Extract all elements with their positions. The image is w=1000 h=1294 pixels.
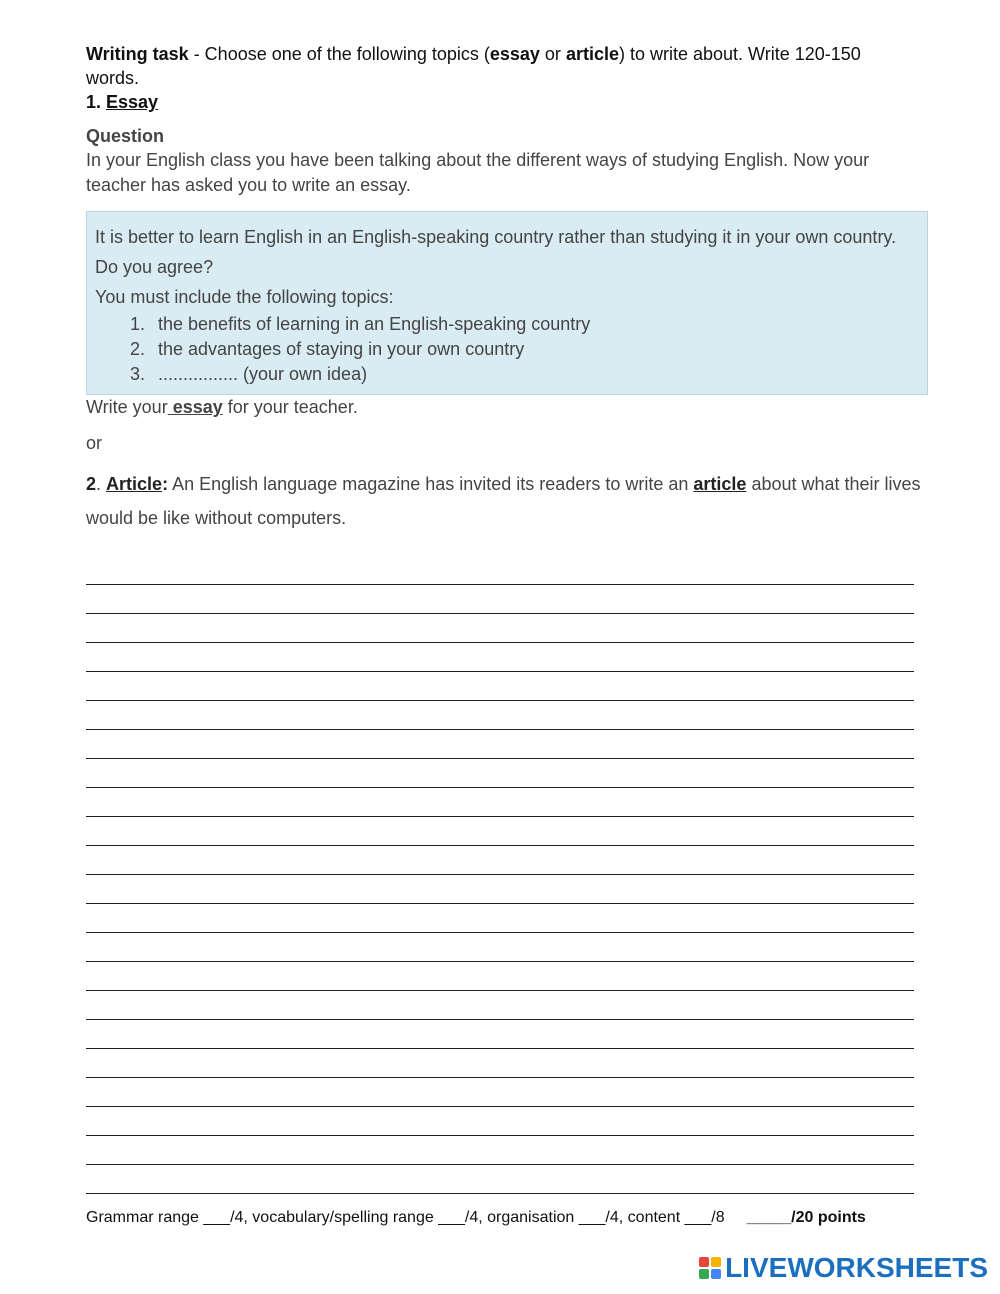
writing-line[interactable] [86,1049,914,1078]
writing-line[interactable] [86,991,914,1020]
scoring-total: _____/20 points [746,1209,866,1226]
writing-line[interactable] [86,846,914,875]
writing-line[interactable] [86,730,914,759]
writing-line[interactable] [86,672,914,701]
writing-line[interactable] [86,1136,914,1165]
writing-line[interactable] [86,585,914,614]
writing-line[interactable] [86,759,914,788]
writing-line[interactable] [86,817,914,846]
logo-icon [699,1257,721,1279]
worksheet-page [86,42,921,1226]
topics-list [95,312,919,387]
write-instruction: Write your essay for your teacher. [86,397,358,417]
prompt-question: Do you agree? [95,257,214,277]
topic-item: 1. the benefits of learning in an English-speaking country [150,312,919,337]
logo-text: LIVEWORKSHEETS [725,1252,988,1283]
writing-line[interactable] [86,875,914,904]
scoring-rubric [86,1209,916,1227]
writing-line[interactable] [86,1020,914,1049]
logo-square [711,1269,721,1279]
writing-line[interactable] [86,1078,914,1107]
writing-line[interactable] [86,556,914,585]
prompt-statement: It is better to learn English in an English-speaking country rather than studying it in your own country. [95,227,897,247]
writing-line[interactable] [86,933,914,962]
task-label: Writing task [86,44,189,64]
writing-line[interactable] [86,904,914,933]
writing-line[interactable] [86,1165,914,1194]
writing-line[interactable] [86,1107,914,1136]
topic-item: 2. the advantages of staying in your own country [150,337,919,362]
writing-lines[interactable] [86,556,914,1194]
liveworksheets-logo [699,1252,988,1284]
article-prompt: 2. Article: An English language magazine has invited its readers to write an article about what their lives would be like without computers. [86,474,921,528]
essay-heading: 1. Essay [86,92,159,112]
after-box-section [86,395,928,535]
logo-square [711,1257,721,1267]
scoring-criteria: Grammar range ___/4, vocabulary/spelling range ___/4, organisation ___/4, content ___/8 [86,1209,725,1226]
writing-line[interactable] [86,701,914,730]
question-text: In your English class you have been talking about the different ways of studying English. Now your teacher has asked you to write an essay. [86,150,870,195]
prompt-instruction: You must include the following topics: [95,287,394,307]
writing-line[interactable] [86,643,914,672]
logo-square [699,1257,709,1267]
topic-item: 3. ................ (your own idea) [150,362,919,387]
or-separator: or [86,433,103,453]
intro-instructions: Writing task - Choose one of the following topics (essay or article) to write about. Write 120-150 words. [86,44,861,88]
writing-line[interactable] [86,788,914,817]
writing-line[interactable] [86,614,914,643]
writing-line[interactable] [86,962,914,991]
question-label: Question [86,126,165,146]
essay-prompt-box [86,211,928,395]
logo-square [699,1269,709,1279]
